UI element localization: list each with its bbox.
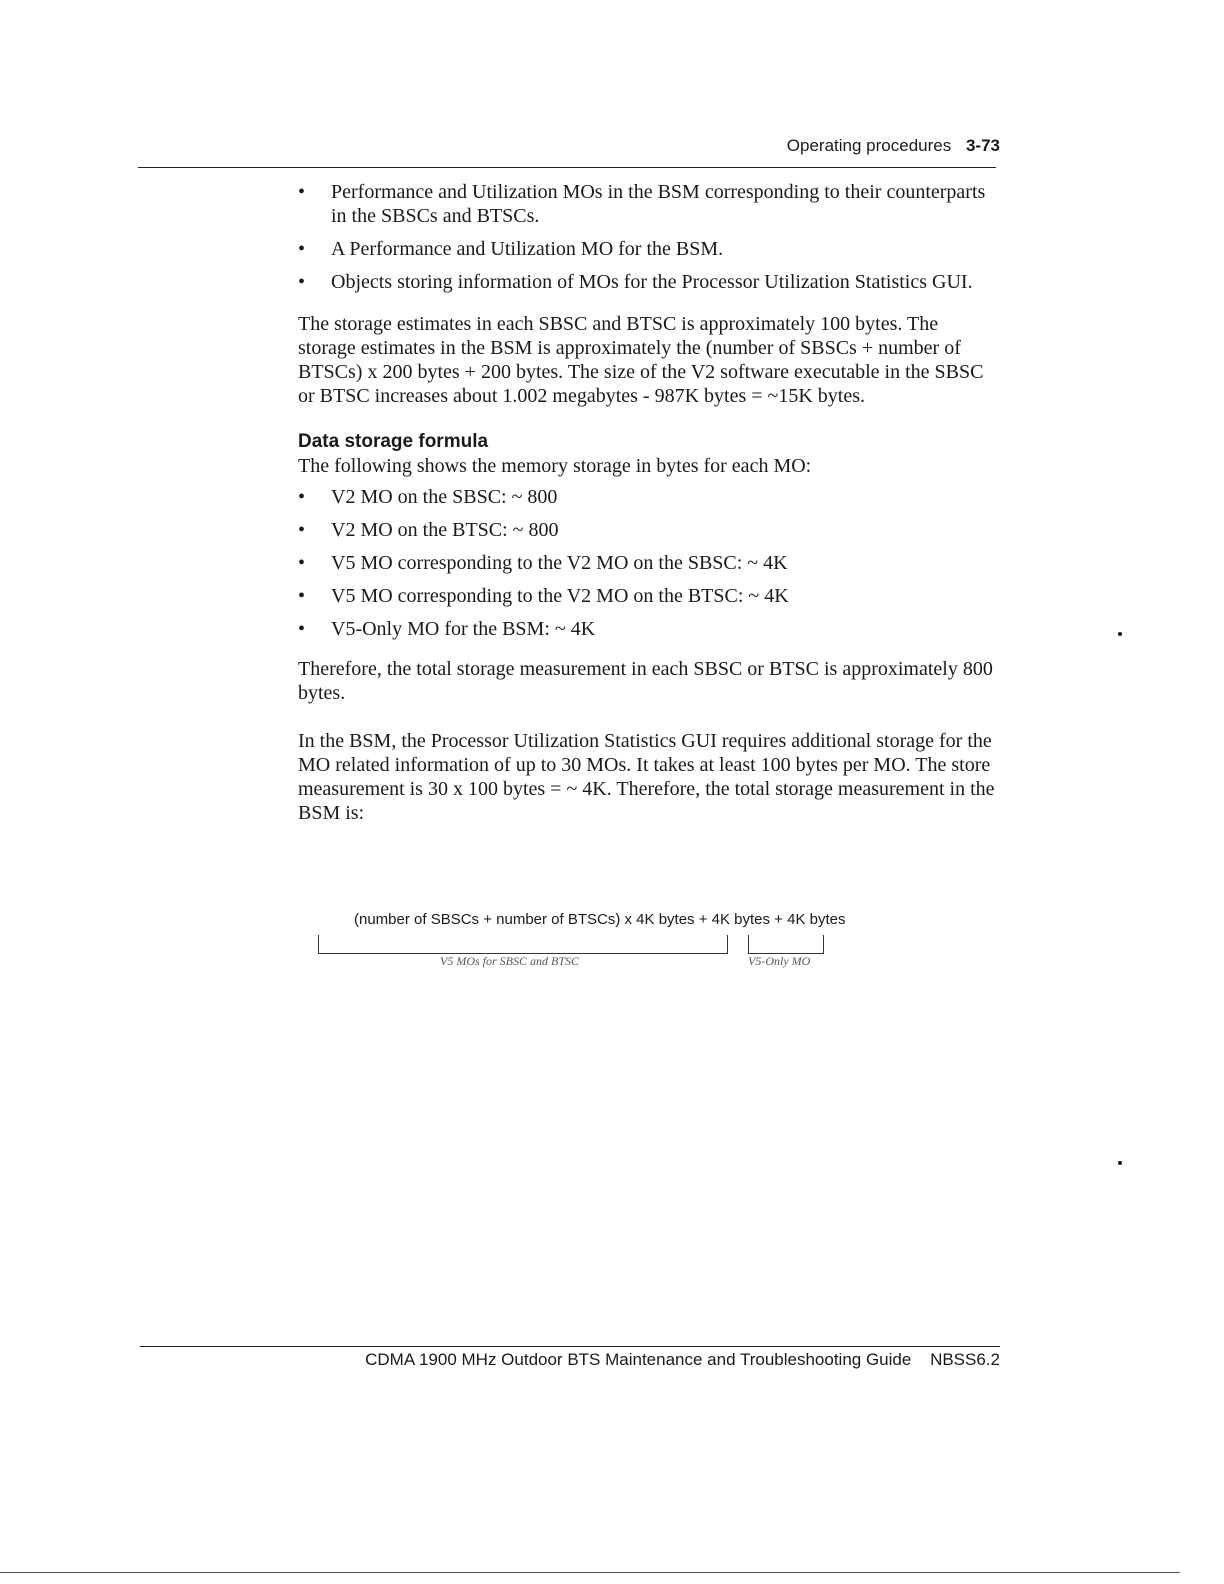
scan-edge-line: [0, 1572, 1180, 1573]
bullet-icon: •: [298, 618, 306, 640]
section-heading: Data storage formula: [298, 431, 489, 452]
header-page-number: 3-73: [965, 136, 1000, 155]
bullet-icon: •: [298, 486, 306, 508]
bullet-icon: •: [298, 552, 306, 574]
footer-rule: [140, 1346, 1000, 1347]
list-item: • V5 MO corresponding to the V2 MO on the BTSC: ~ 4K: [298, 585, 789, 607]
formula-bracket-right: [748, 935, 824, 954]
bullet-icon: •: [298, 238, 306, 260]
list-item: • V5-Only MO for the BSM: ~ 4K: [298, 618, 596, 640]
bsm-paragraph: In the BSM, the Processor Utilization Statistics GUI requires additional storage for the MO related information of up to 30 MOs. It takes at least 100 bytes per MO. The store measurement is 30 x 100 bytes = ~ 4K. Therefore, the total storage measurement in the BSM is:: [298, 730, 995, 824]
page-footer: [300, 1350, 1000, 1370]
total-paragraph: Therefore, the total storage measurement in each SBSC or BTSC is approximately 800 bytes.: [298, 658, 993, 704]
bullet-list-formula: [298, 485, 998, 641]
scan-speck: [1118, 1161, 1122, 1165]
storage-formula: (number of SBSCs + number of BTSCs) x 4K bytes + 4K bytes + 4K bytes: [354, 911, 846, 928]
bullet-icon: •: [298, 519, 306, 541]
storage-paragraph: The storage estimates in each SBSC and BTSC is approximately 100 bytes. The storage estimates in the BSM is approximately the (number of SBSCs + number of BTSCs) x 200 bytes + 200 bytes. The size of the V2 software executable in the SBSC or BTSC increases about 1.002 megabytes - 987K bytes = ~15K bytes.: [298, 313, 984, 407]
formula-bracket-left: [318, 935, 728, 954]
bullet-icon: •: [298, 181, 306, 203]
bullet-icon: •: [298, 271, 306, 293]
bullet-icon: •: [298, 585, 306, 607]
formula-label-right: V5-Only MO: [748, 954, 811, 968]
footer-document-title: CDMA 1900 MHz Outdoor BTS Maintenance and Troubleshooting Guide: [365, 1350, 912, 1369]
list-item: • Performance and Utilization MOs in the BSM corresponding to their counterparts in the SBSCs and BTSCs.: [298, 181, 986, 227]
scan-speck: [1118, 632, 1122, 636]
header-section-title: Operating procedures: [786, 136, 952, 155]
list-item: • V2 MO on the BTSC: ~ 800: [298, 519, 559, 541]
footer-document-id: NBSS6.2: [930, 1350, 1000, 1369]
list-item: • A Performance and Utilization MO for the BSM.: [298, 238, 724, 260]
list-item: • Objects storing information of MOs for the Processor Utilization Statistics GUI.: [298, 271, 973, 293]
page-body: [298, 180, 998, 825]
header-rule: [138, 167, 996, 168]
list-item: • V2 MO on the SBSC: ~ 800: [298, 486, 558, 508]
formula-label-left: V5 MOs for SBSC and BTSC: [440, 954, 580, 968]
list-item: • V5 MO corresponding to the V2 MO on the SBSC: ~ 4K: [298, 552, 788, 574]
intro-paragraph: The following shows the memory storage in bytes for each MO:: [298, 455, 812, 477]
page-header: [700, 136, 1000, 156]
bullet-list-top: [298, 180, 998, 294]
